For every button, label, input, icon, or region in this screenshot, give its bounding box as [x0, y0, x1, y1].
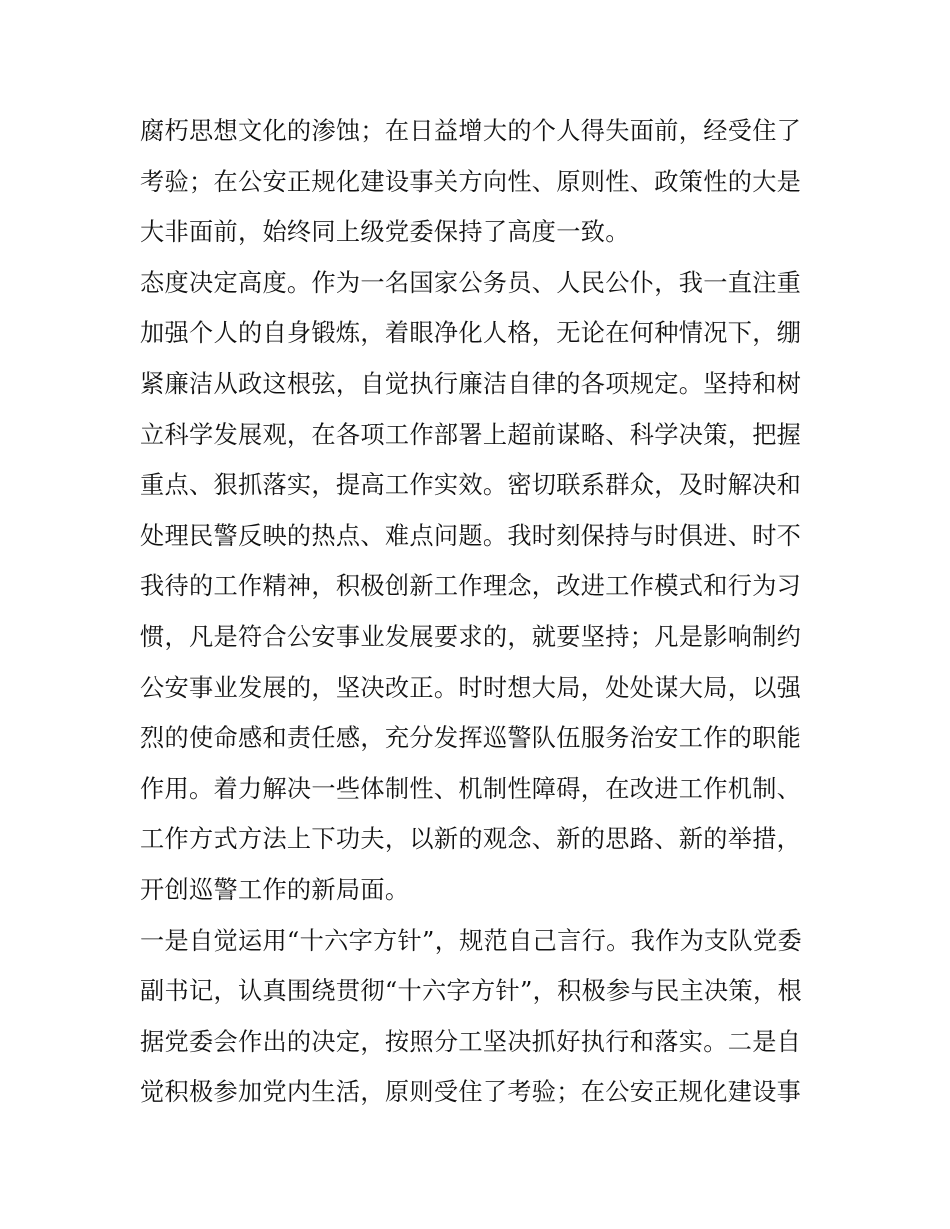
text-line: 立科学发展观，在各项工作部署上超前谋略、科学决策，把握: [140, 420, 802, 449]
text-line: 我待的工作精神，积极创新工作理念，改进工作模式和行为习: [140, 572, 802, 601]
text-line: 处理民警反映的热点、难点问题。我时刻保持与时俱进、时不: [140, 521, 802, 550]
text-line: 重点、狠抓落实，提高工作实效。密切联系群众，及时解决和: [140, 471, 802, 500]
text-line: 据党委会作出的决定，按照分工坚决抓好执行和落实。二是自: [140, 1027, 802, 1056]
text-line: 开创巡警工作的新局面。: [140, 875, 410, 904]
text-line: 紧廉洁从政这根弦，自觉执行廉洁自律的各项规定。坚持和树: [140, 369, 802, 398]
text-line: 副书记，认真围绕贯彻“十六字方针”，积极参与民主决策，根: [140, 977, 803, 1006]
text-line: 觉积极参加党内生活，原则受住了考验；在公安正规化建设事: [140, 1078, 802, 1107]
text-line: 腐朽思想文化的渗蚀；在日益增大的个人得失面前，经受住了: [140, 117, 802, 145]
text-line: 态度决定高度。作为一名国家公务员、人民公仆，我一直注重: [140, 268, 802, 297]
text-line: 烈的使命感和责任感，充分发挥巡警队伍服务治安工作的职能: [140, 724, 802, 753]
text-line: 考验；在公安正规化建设事关方向性、原则性、政策性的大是: [140, 167, 802, 196]
text-line: 加强个人的自身锻炼，着眼净化人格，无论在何种情况下，绷: [140, 319, 802, 348]
body-text: [140, 106, 820, 1118]
text-line: 惯，凡是符合公安事业发展要求的，就要坚持；凡是影响制约: [140, 622, 802, 651]
text-line: 作用。着力解决一些体制性、机制性障碍，在改进工作机制、: [140, 774, 802, 803]
text-line: 一是自觉运用“十六字方针”，规范自己言行。我作为支队党委: [140, 926, 803, 955]
text-line: 工作方式方法上下功夫，以新的观念、新的思路、新的举措，: [140, 825, 802, 854]
text-line: 公安事业发展的，坚决改正。时时想大局，处处谋大局，以强: [140, 673, 802, 702]
text-line: 大非面前，始终同上级党委保持了高度一致。: [140, 218, 630, 247]
